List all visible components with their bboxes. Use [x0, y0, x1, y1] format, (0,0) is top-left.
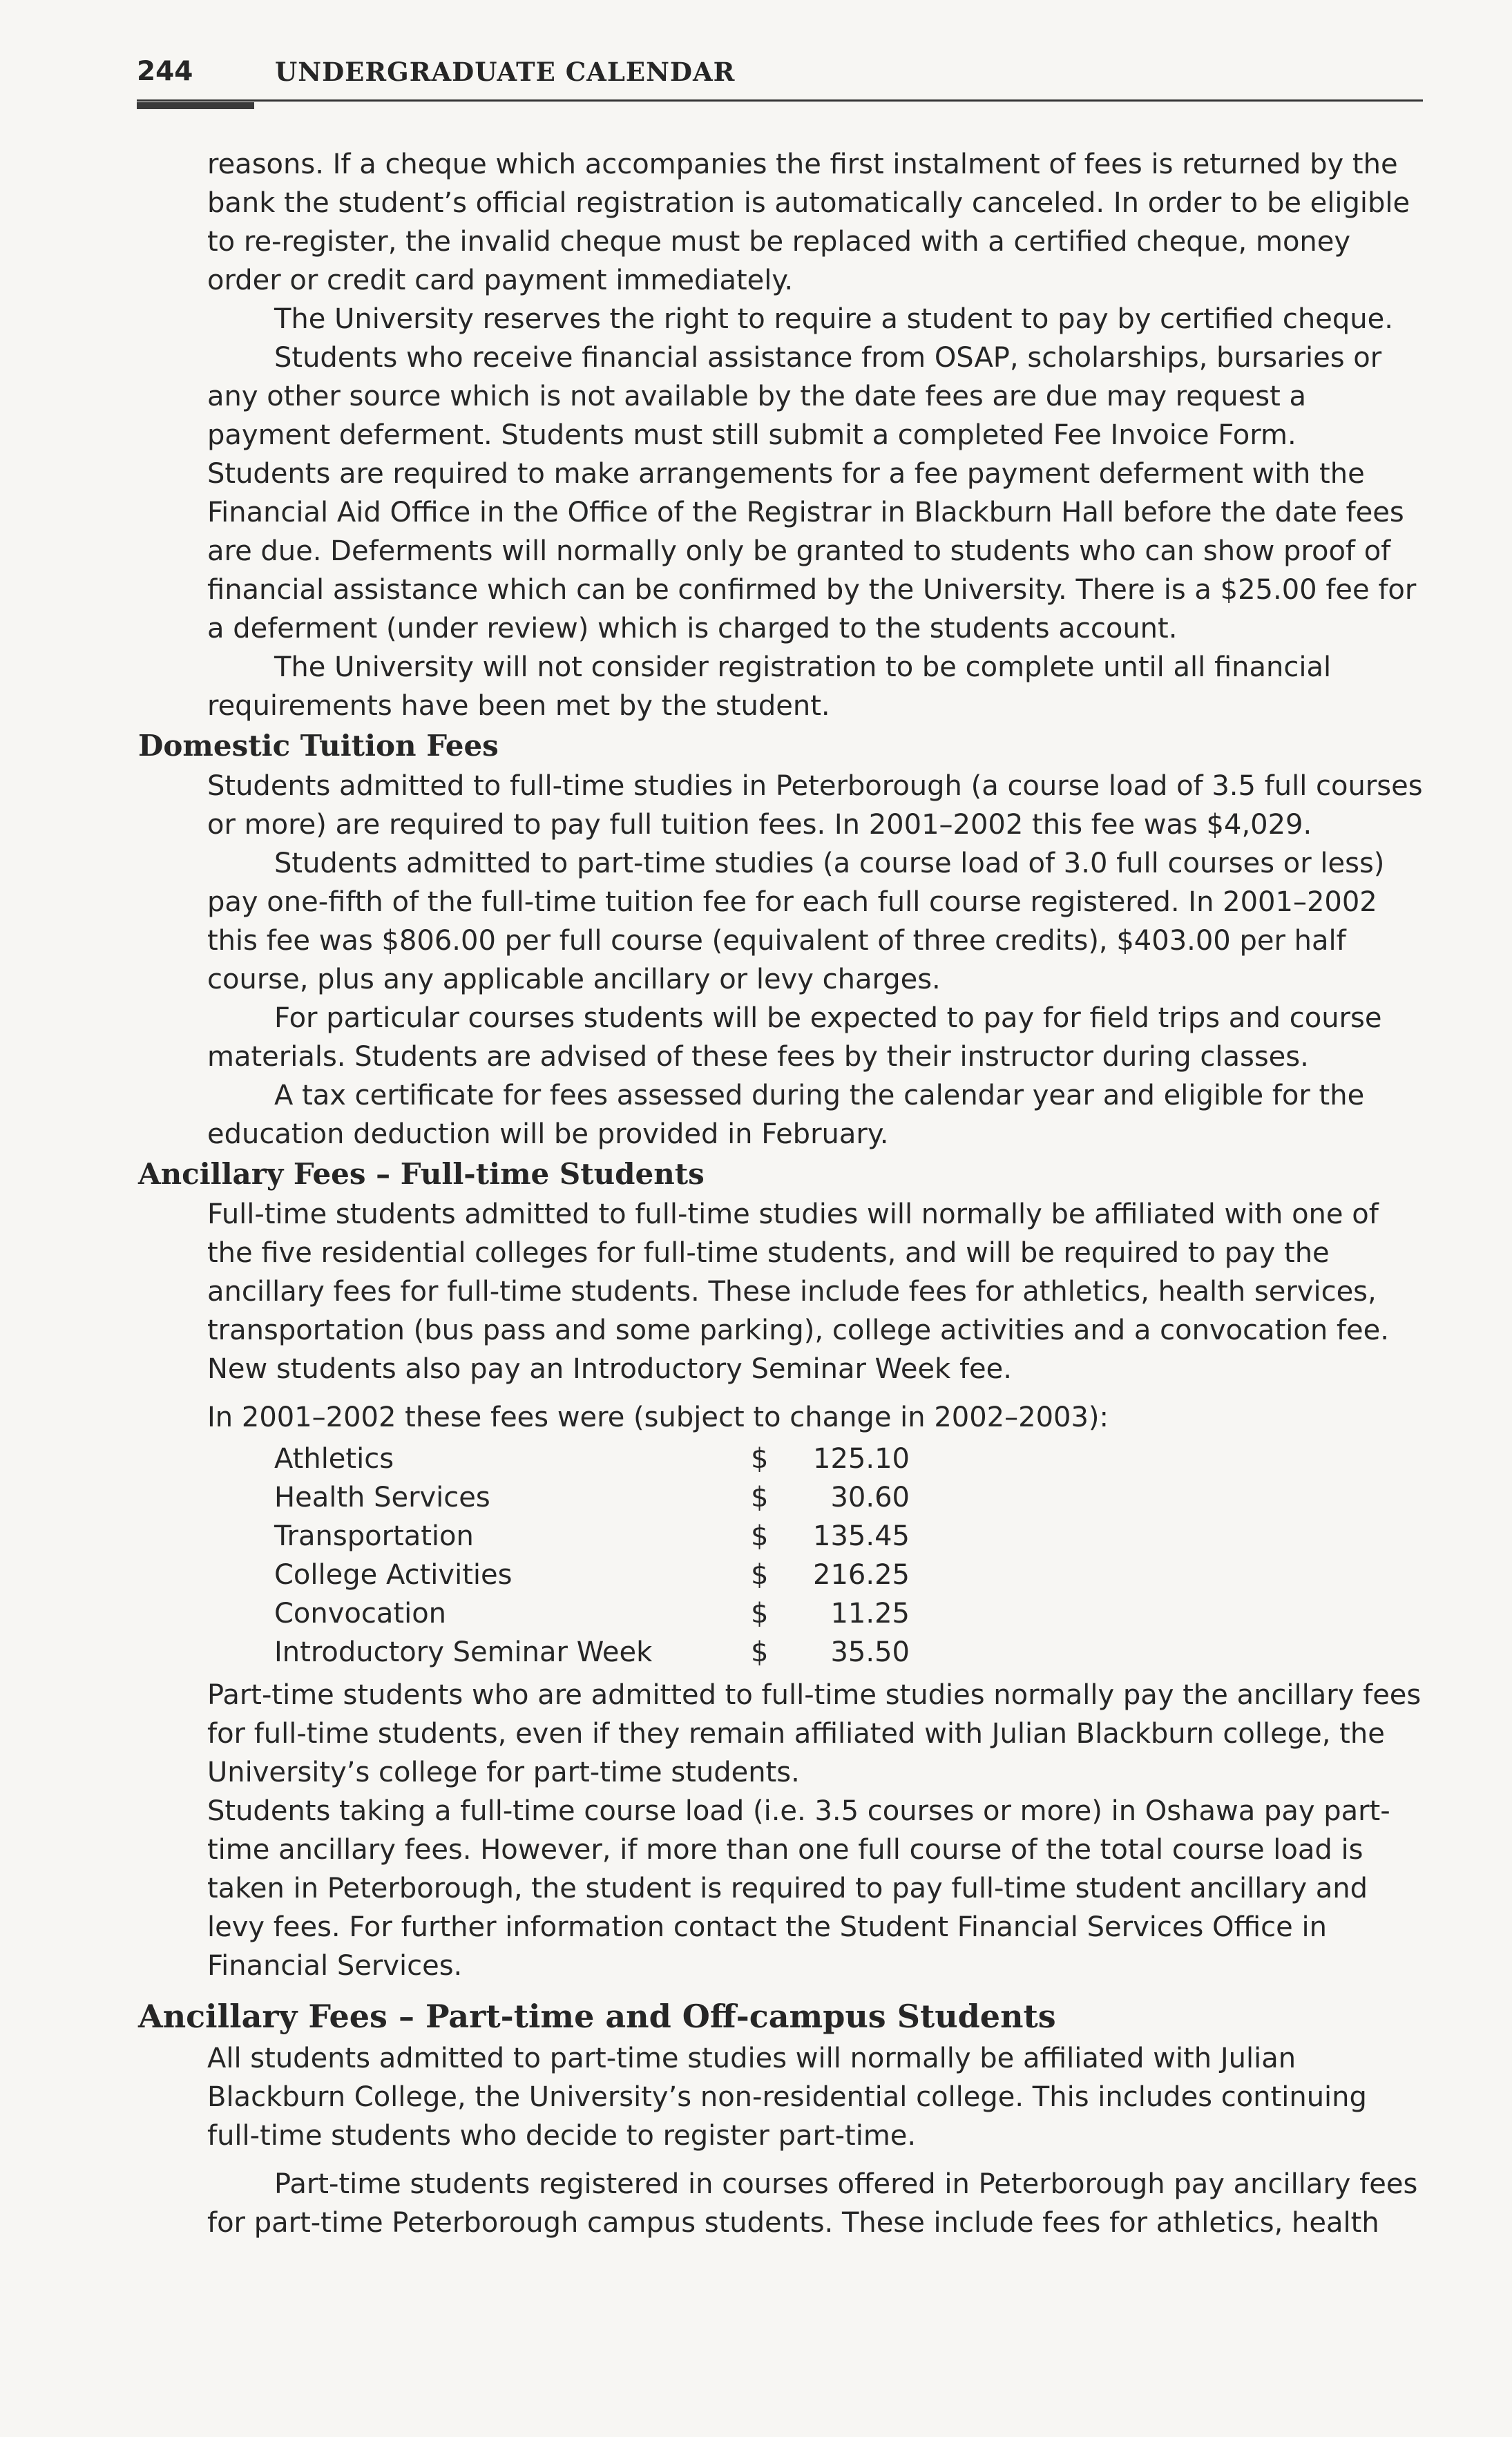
ancillary-fulltime-heading: Ancillary Fees – Full-time Students [138, 1157, 705, 1191]
ancillary-fee-table [274, 1440, 910, 1672]
domestic-tuition-heading: Domestic Tuition Fees [138, 729, 499, 763]
page-number: 244 [137, 56, 193, 87]
domestic-paragraph-4: A tax certificate for fees assessed during the calendar year and eligible for the education deduction will be provided in February. [207, 1080, 1365, 1150]
intro-paragraph-3: Students who receive financial assistance from OSAP, scholarships, bursaries or any other source which is not available by the date fees are due may request a payment deferment. Students must still submit a completed Fee Invoice Form. Students are required to make arrangements for a fee payment deferment with the Financial Aid Office in the Office of the Registrar in Blackburn Hall before the date fees are due. Deferments will normally only be granted to students who can show proof of financial assistance which can be confirmed by the University. There is a $25.00 fee for a deferment (under review) which is charged to the students account. [207, 342, 1417, 644]
page-header [137, 54, 1423, 95]
fee-row [274, 1517, 910, 1556]
ancillary-parttime-paragraph-1: All students admitted to part-time studies will normally be affiliated with Julian Blackburn College, the University’s non-residential college. This includes continuing full-time students who decide to register part-time. [207, 2043, 1367, 2152]
fee-label: Transportation [274, 1520, 474, 1552]
domestic-paragraph-1: Students admitted to full-time studies in Peterborough (a course load of 3.5 full courses or more) are required to pay full tuition fees. In 2001–2002 this fee was $4,029. [207, 770, 1423, 841]
fee-label: Convocation [274, 1598, 447, 1630]
fee-label: Health Services [274, 1482, 490, 1513]
fee-amount: 35.50 [830, 1636, 910, 1668]
ancillary-fulltime-paragraph-2: Part-time students who are admitted to full-time studies normally pay the ancillary fees for full-time students, even if they remain affiliated with Julian Blackburn college, the University’s college for part-time students. [207, 1679, 1422, 1788]
fee-currency: $ [751, 1520, 769, 1552]
fee-row [274, 1556, 910, 1594]
page-content [138, 145, 1423, 2242]
fee-table-intro: In 2001–2002 these fees were (subject to change in 2002–2003): [207, 1402, 1109, 1433]
ancillary-fulltime-paragraph-1: Full-time students admitted to full-time studies will normally be affiliated with one of the five residential colleges for full-time students, and will be required to pay the ancillary fees for full-time students. These include fees for athletics, health services, transportation (bus pass and some parking), college activities and a convocation fee. New students also pay an Introductory Seminar Week fee. [207, 1198, 1389, 1385]
fee-label: Introductory Seminar Week [274, 1636, 653, 1668]
fee-currency: $ [751, 1482, 769, 1513]
header-rule-accent [137, 102, 254, 109]
fee-amount: 30.60 [830, 1482, 910, 1513]
fee-label: College Activities [274, 1559, 513, 1591]
intro-paragraph-2: The University reserves the right to require a student to pay by certified cheque. [274, 303, 1393, 335]
fee-label: Athletics [274, 1443, 394, 1475]
fee-row [274, 1478, 910, 1517]
fee-row [274, 1440, 910, 1478]
fee-amount: 11.25 [830, 1598, 910, 1630]
intro-paragraph-4: The University will not consider registration to be complete until all financial requirements have been met by the student. [207, 651, 1332, 722]
domestic-paragraph-2: Students admitted to part-time studies (a course load of 3.0 full courses or less) pay one-fifth of the full-time tuition fee for each full course registered. In 2001–2002 this fee was $806.00 per full course (equivalent of three credits), $403.00 per half course, plus any applicable ancillary or levy charges. [207, 848, 1385, 995]
ancillary-fulltime-paragraph-3: Students taking a full-time course load (i.e. 3.5 courses or more) in Oshawa pay part-time ancillary fees. However, if more than one full course of the total course load is taken in Peterborough, the student is required to pay full-time student ancillary and levy fees. For further information contact the Student Financial Services Office in Financial Services. [207, 1795, 1390, 1982]
ancillary-parttime-heading: Ancillary Fees – Part-time and Off-campus Students [138, 1998, 1056, 2035]
fee-currency: $ [751, 1443, 769, 1475]
fee-currency: $ [751, 1636, 769, 1668]
running-title: UNDERGRADUATE CALENDAR [275, 57, 736, 87]
fee-amount: 125.10 [813, 1443, 910, 1475]
intro-paragraph-1: reasons. If a cheque which accompanies the first instalment of fees is returned by the bank the student’s official registration is automatically canceled. In order to be eligible to re-register, the invalid cheque must be replaced with a certified cheque, money order or credit card payment immediately. [207, 149, 1410, 296]
domestic-paragraph-3: For particular courses students will be expected to pay for field trips and course materials. Students are advised of these fees by their instructor during classes. [207, 1002, 1382, 1073]
fee-currency: $ [751, 1559, 769, 1591]
fee-row [274, 1633, 910, 1672]
fee-row [274, 1594, 910, 1633]
ancillary-parttime-paragraph-2: Part-time students registered in courses offered in Peterborough pay ancillary fees for part-time Peterborough campus students. These include fees for athletics, health [207, 2168, 1418, 2239]
fee-amount: 216.25 [813, 1559, 910, 1591]
fee-amount: 135.45 [813, 1520, 910, 1552]
header-rule [137, 99, 1423, 102]
fee-currency: $ [751, 1598, 769, 1630]
